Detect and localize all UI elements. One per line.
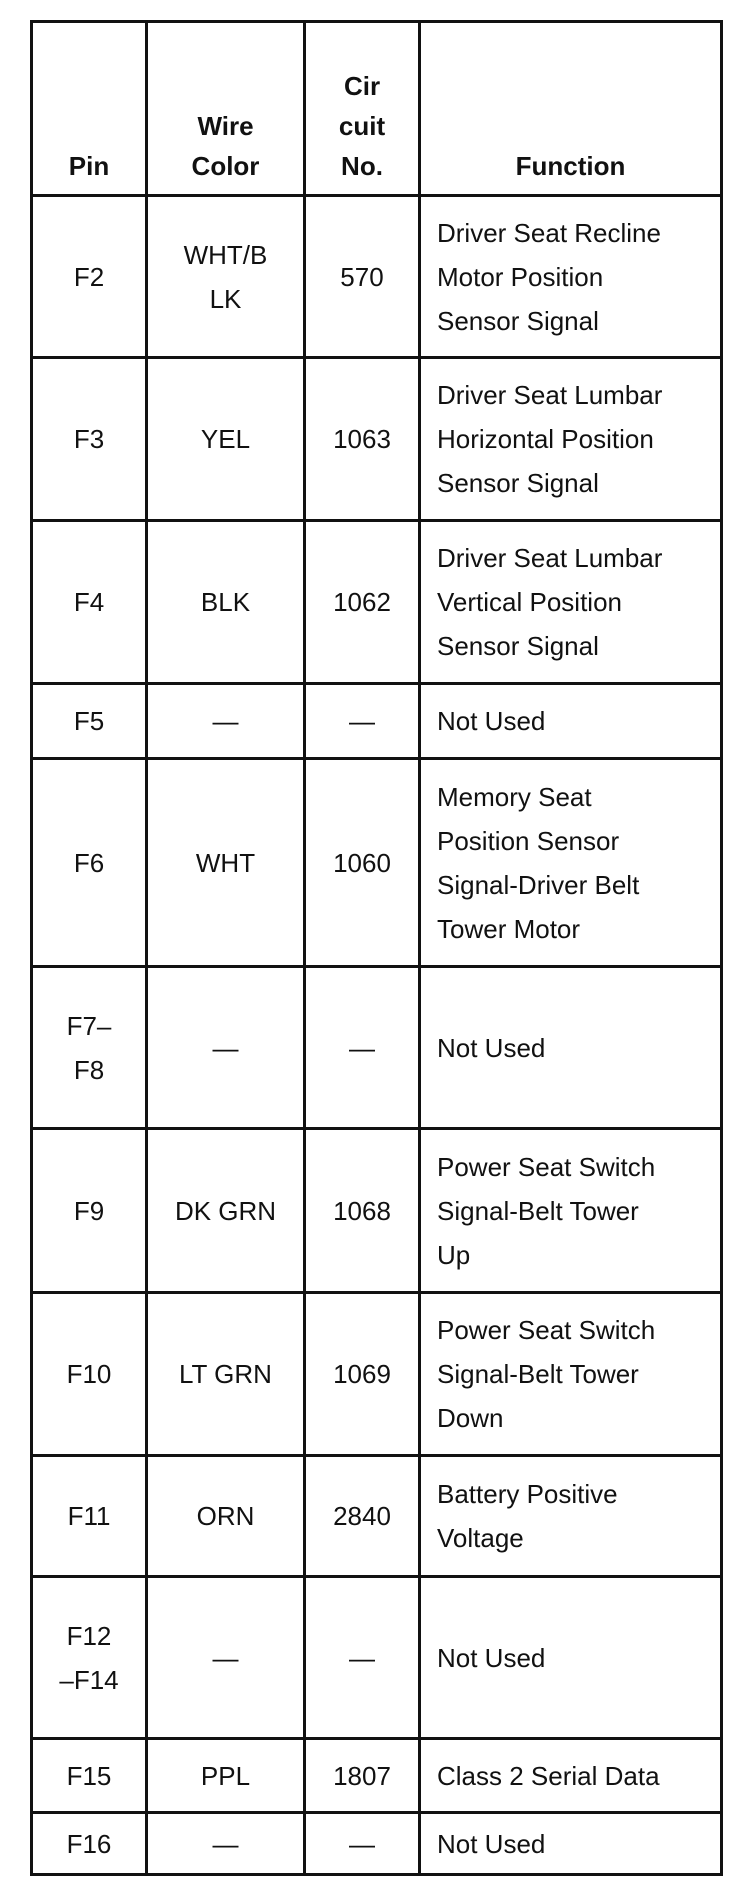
cell-wire-color: ORN [147, 1456, 305, 1577]
cell-circuit-no: 570 [305, 196, 420, 358]
table-row [32, 684, 722, 759]
cell-pin: F4 [32, 521, 147, 684]
cell-function: Class 2 Serial Data [420, 1739, 722, 1813]
cell-pin: F7– F8 [32, 967, 147, 1129]
cell-function: Driver Seat Lumbar Vertical Position Sensor Signal [420, 521, 722, 684]
table-row [32, 521, 722, 684]
cell-circuit-no: — [305, 967, 420, 1129]
cell-pin: F5 [32, 684, 147, 759]
cell-wire-color: BLK [147, 521, 305, 684]
cell-pin: F15 [32, 1739, 147, 1813]
cell-circuit-no: 1062 [305, 521, 420, 684]
cell-function: Driver Seat Recline Motor Position Sensor Signal [420, 196, 722, 358]
cell-wire-color: WHT [147, 759, 305, 967]
cell-function: Battery Positive Voltage [420, 1456, 722, 1577]
table-row [32, 1739, 722, 1813]
table-header-row [32, 22, 722, 196]
cell-pin: F16 [32, 1813, 147, 1875]
cell-function: Power Seat Switch Signal-Belt Tower Down [420, 1293, 722, 1456]
cell-wire-color: — [147, 1577, 305, 1739]
cell-circuit-no: 1069 [305, 1293, 420, 1456]
table-row [32, 1456, 722, 1577]
cell-circuit-no: 1063 [305, 358, 420, 521]
table-row [32, 358, 722, 521]
connector-pinout-table [30, 20, 723, 1876]
table-row [32, 1129, 722, 1293]
cell-wire-color: — [147, 967, 305, 1129]
cell-pin: F3 [32, 358, 147, 521]
header-function: Function [420, 22, 722, 196]
cell-wire-color: WHT/B LK [147, 196, 305, 358]
cell-wire-color: — [147, 684, 305, 759]
table-row [32, 967, 722, 1129]
cell-pin: F12 –F14 [32, 1577, 147, 1739]
cell-pin: F11 [32, 1456, 147, 1577]
cell-wire-color: — [147, 1813, 305, 1875]
cell-function: Memory Seat Position Sensor Signal-Driver Belt Tower Motor [420, 759, 722, 967]
cell-wire-color: LT GRN [147, 1293, 305, 1456]
cell-function: Power Seat Switch Signal-Belt Tower Up [420, 1129, 722, 1293]
cell-function: Not Used [420, 1813, 722, 1875]
cell-circuit-no: 1060 [305, 759, 420, 967]
cell-pin: F6 [32, 759, 147, 967]
table-row [32, 759, 722, 967]
cell-function: Not Used [420, 684, 722, 759]
table-row [32, 1577, 722, 1739]
cell-circuit-no: 2840 [305, 1456, 420, 1577]
table-row [32, 196, 722, 358]
table-row [32, 1293, 722, 1456]
cell-pin: F9 [32, 1129, 147, 1293]
cell-circuit-no: 1068 [305, 1129, 420, 1293]
cell-circuit-no: — [305, 1813, 420, 1875]
header-pin: Pin [32, 22, 147, 196]
cell-wire-color: YEL [147, 358, 305, 521]
cell-circuit-no: 1807 [305, 1739, 420, 1813]
cell-function: Not Used [420, 967, 722, 1129]
cell-wire-color: DK GRN [147, 1129, 305, 1293]
cell-circuit-no: — [305, 1577, 420, 1739]
cell-function: Not Used [420, 1577, 722, 1739]
cell-wire-color: PPL [147, 1739, 305, 1813]
cell-pin: F2 [32, 196, 147, 358]
table-row [32, 1813, 722, 1875]
cell-function: Driver Seat Lumbar Horizontal Position Sensor Signal [420, 358, 722, 521]
header-wire-color: Wire Color [147, 22, 305, 196]
cell-circuit-no: — [305, 684, 420, 759]
cell-pin: F10 [32, 1293, 147, 1456]
header-circuit-no: Cir cuit No. [305, 22, 420, 196]
